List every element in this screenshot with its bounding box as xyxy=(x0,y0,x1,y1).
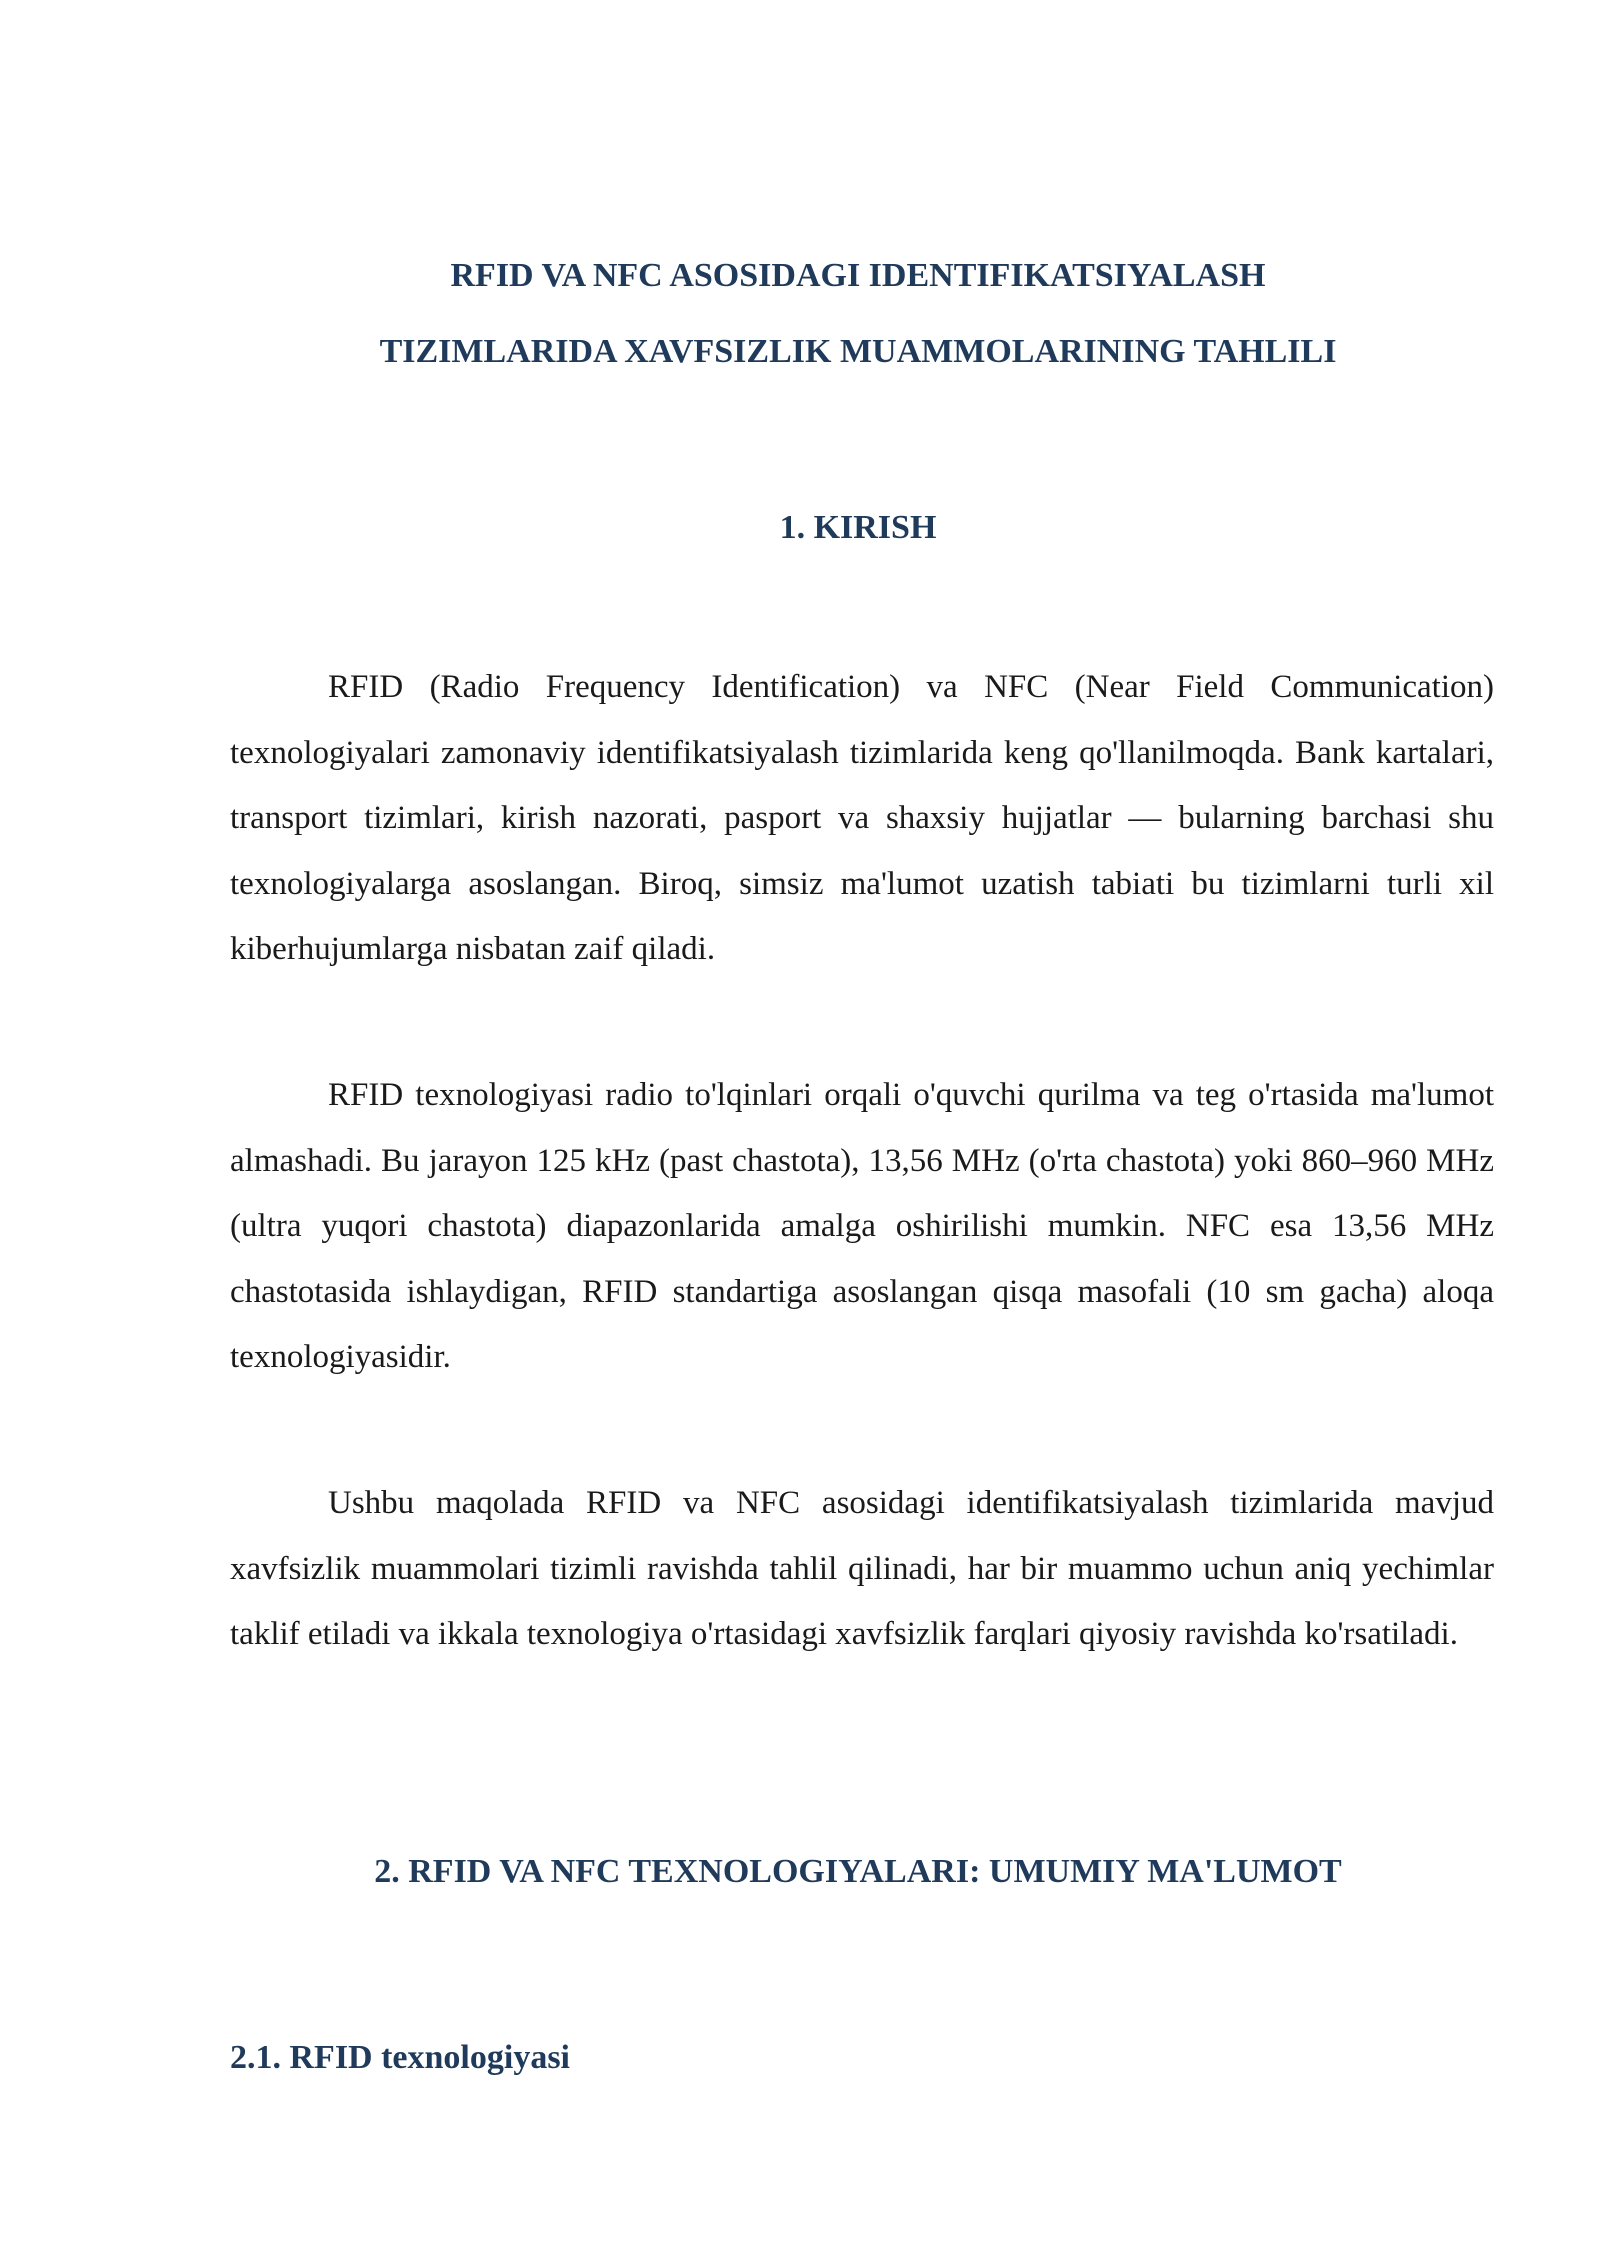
document-title-line-2: TIZIMLARIDA XAVFSIZLIK MUAMMOLARINING TAHLILI xyxy=(379,333,1337,370)
paragraph-intro-3: Ushbu maqolada RFID va NFC asosidagi identifikatsiyalash tizimlarida mavjud xavfsizlik muammolari tizimli ravishda tahlil qilinadi, har bir muammo uchun aniq yechimlar taklif etiladi va ikkala texnologiya o'rtasidagi xavfsizlik farqlari qiyosiy ravishda ko'rsatiladi. xyxy=(230,1485,1494,1652)
paragraph-intro-1: RFID (Radio Frequency Identification) va NFC (Near Field Communication) texnologiyalari zamonaviy identifikatsiyalash tizimlarida keng qo'llanilmoqda. Bank kartalari, transport tizimlari, kirish nazorati, pasport va shaxsiy hujjatlar — bularning barchasi shu texnologiyalarga asoslangan. Biroq, simsiz ma'lumot uzatish tabiati bu tizimlarni turli xil kiberhujumlarga nisbatan zaif qiladi. xyxy=(230,669,1494,967)
section-heading-overview: 2. RFID VA NFC TEXNOLOGIYALARI: UMUMIY MA'LUMOT xyxy=(374,1853,1342,1890)
paragraph-intro-2: RFID texnologiyasi radio to'lqinlari orqali o'quvchi qurilma va teg o'rtasida ma'lumot almashadi. Bu jarayon 125 kHz (past chastota), 13,56 MHz (o'rta chastota) yoki 860–960 MHz (ultra yuqori chastota) diapazonlarida amalga oshirilishi mumkin. NFC esa 13,56 MHz chastotasida ishlaydigan, RFID standartiga asoslangan qisqa masofali (10 sm gacha) aloqa texnologiyasidir. xyxy=(230,1077,1494,1375)
section-heading-kirish: 1. KIRISH xyxy=(779,509,937,546)
document-title-line-1: RFID VA NFC ASOSIDAGI IDENTIFIKATSIYALASH xyxy=(450,257,1266,294)
subsection-heading-rfid: 2.1. RFID texnologiyasi xyxy=(230,2039,570,2076)
